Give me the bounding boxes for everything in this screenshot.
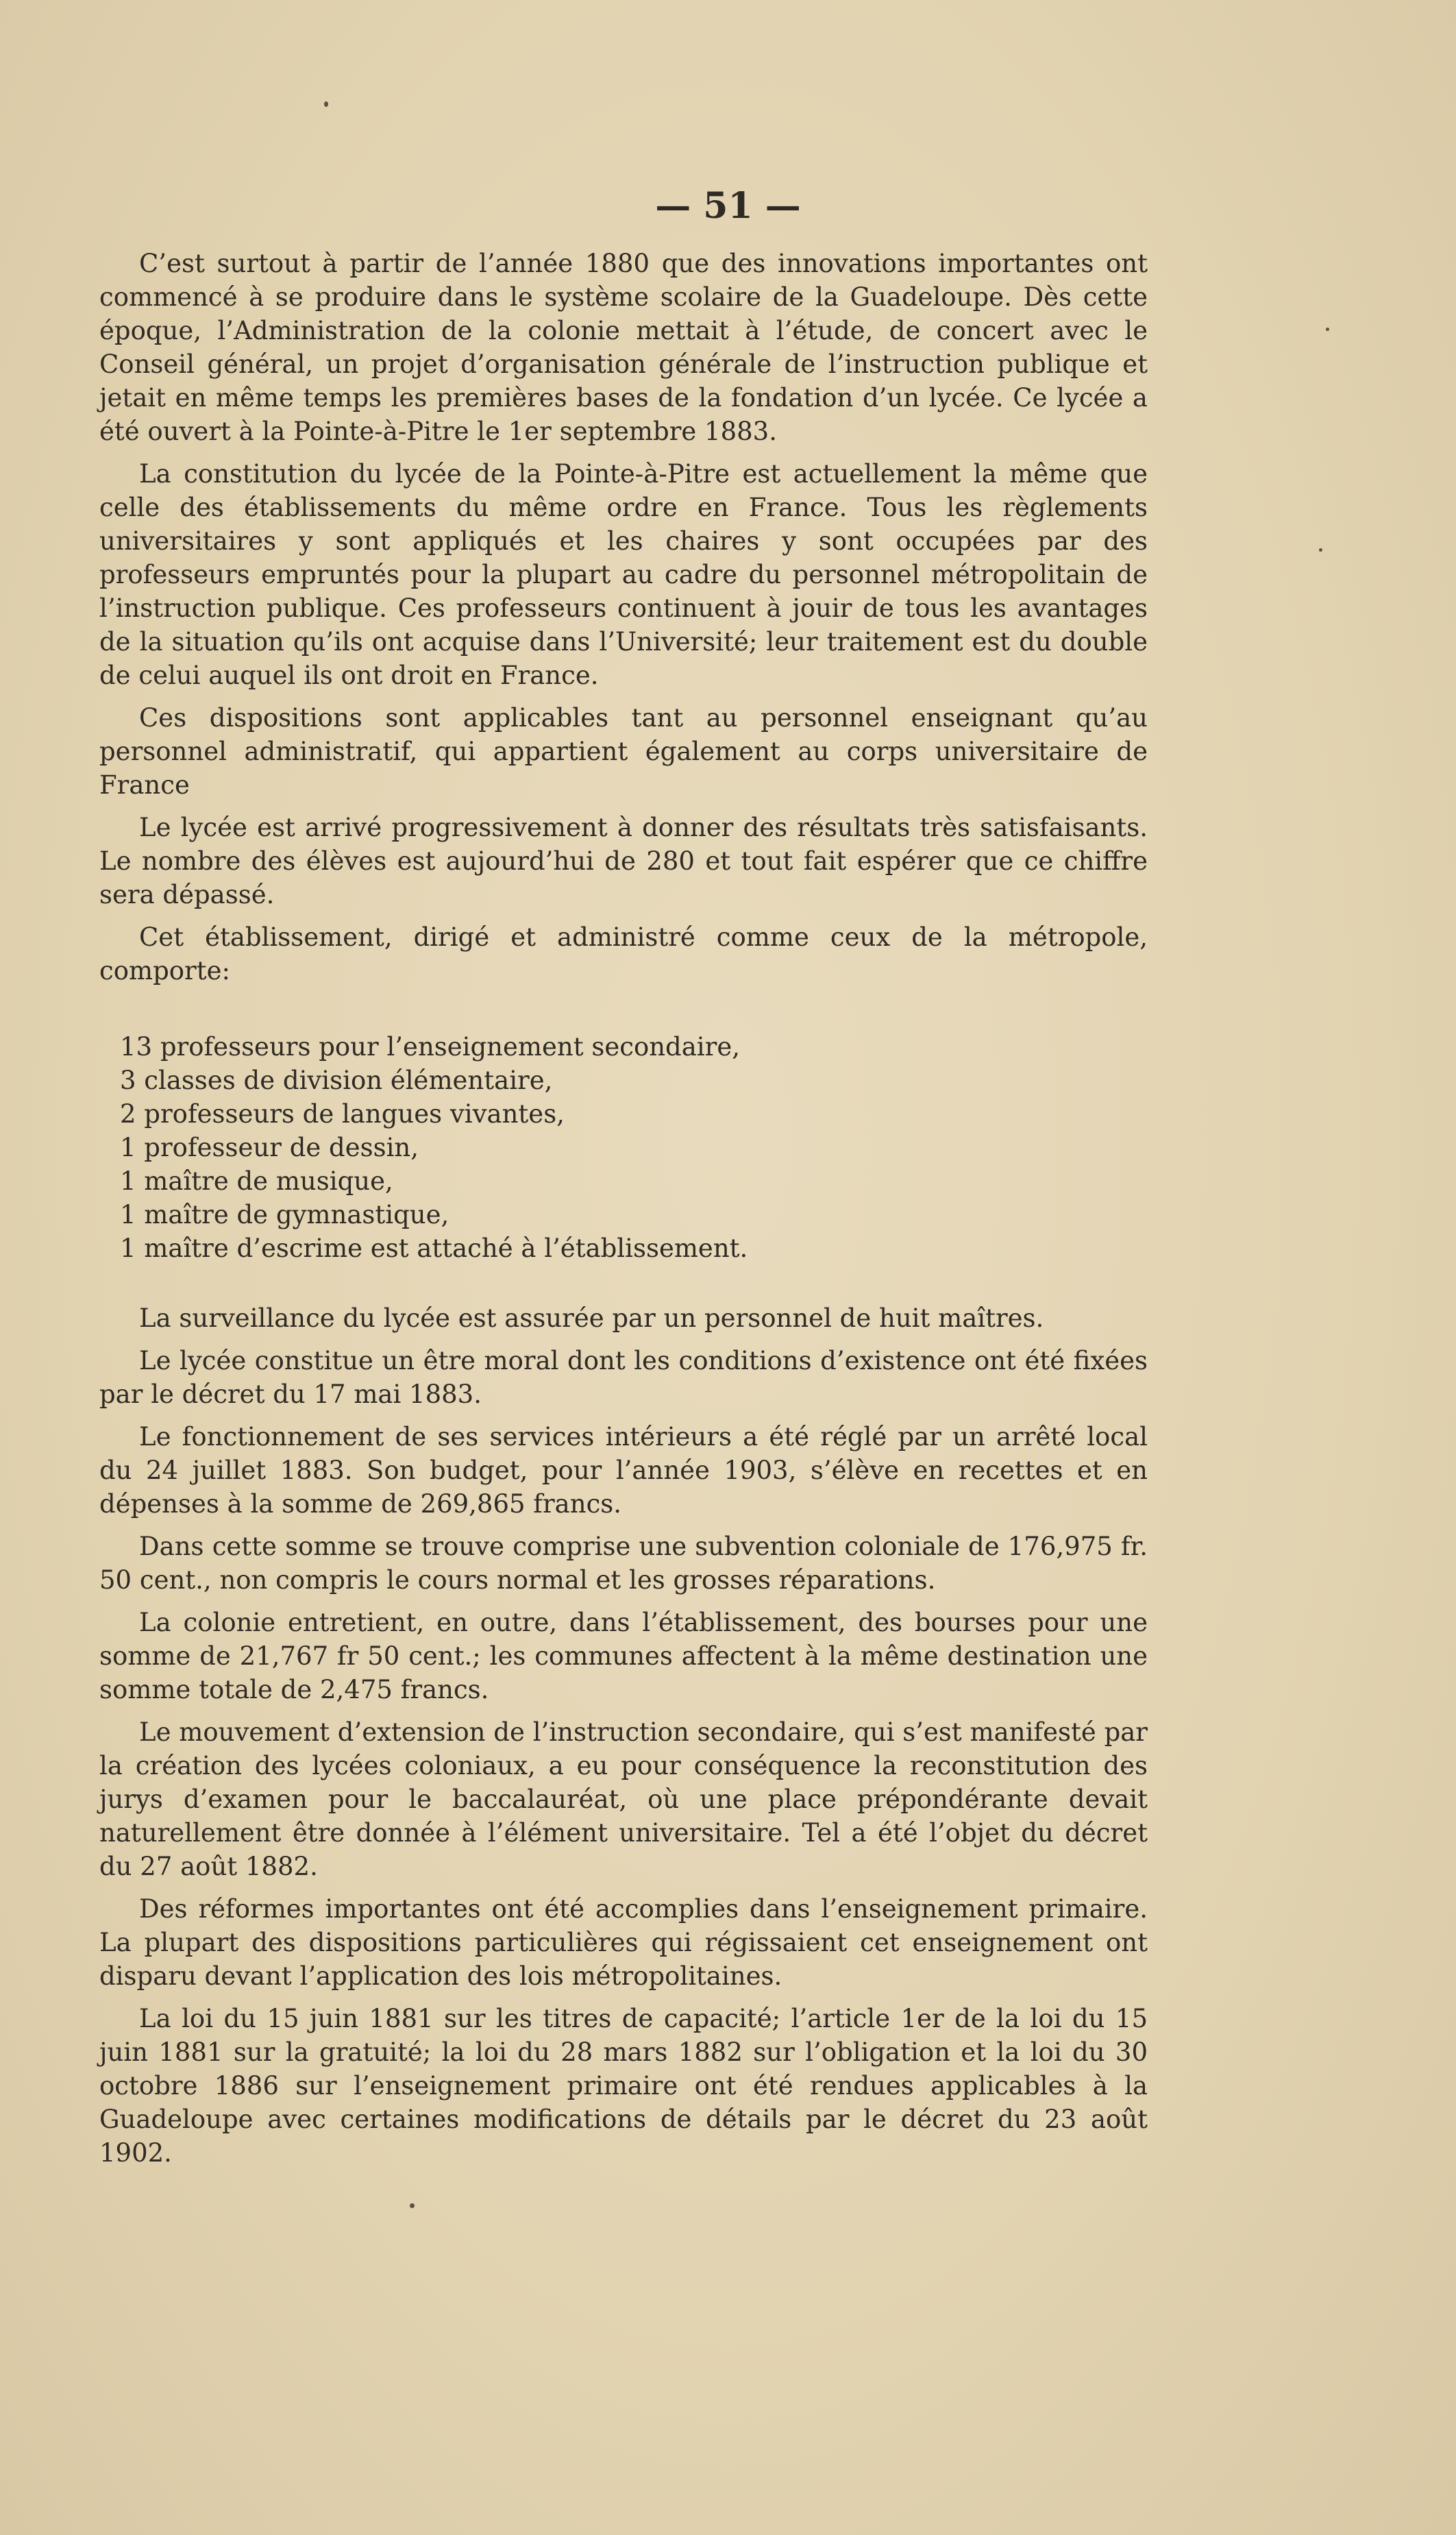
paragraph: La surveillance du lycée est assurée par un personnel de huit maîtres.	[139, 1303, 1044, 1333]
paragraph: La constitution du lycée de la Pointe-à-Pitre est actuellement la même que celle des établissements du même ordre en France. Tous les règlements universitaires y sont appliqués et les chaires y sont occupées par des professeurs empruntés pour la plupart au cadre du personnel métropolitain de l’instruction publique. Ces professeurs continuent à jouir de tous les avantages de la situation qu’ils ont acquise dans l’Université; leur traitement est du double de celui auquel ils ont droit en France.	[99, 459, 1148, 690]
paragraph: Des réformes importantes ont été accomplies dans l’enseignement primaire. La plupart des dispositions particulières qui régissaient cet enseignement ont disparu devant l’application des lois métropolitaines.	[99, 1894, 1148, 1991]
staff-list	[99, 1030, 1148, 1265]
paper-speck	[1326, 328, 1329, 331]
paragraph: La colonie entretient, en outre, dans l’établissement, des bourses pour une somme de 21,767 fr 50 cent.; les communes affectent à la même destination une somme totale de 2,475 francs.	[99, 1608, 1148, 1704]
list-item: 1 maître de gymnastique,	[120, 1200, 449, 1229]
body-text	[99, 247, 1148, 2179]
list-item: 1 maître de musique,	[120, 1166, 393, 1196]
list-item: 2 professeurs de langues vivantes,	[120, 1099, 565, 1129]
paragraph: Le mouvement d’extension de l’instruction secondaire, qui s’est manifesté par la création des lycées coloniaux, a eu pour conséquence la reconstitution des jurys d’examen pour le baccalauréat, où une place prépondérante devait naturellement être donnée à l’élément universitaire. Tel a été l’objet du décret du 27 août 1882.	[99, 1717, 1148, 1881]
list-item: 3 classes de division élémentaire,	[120, 1066, 553, 1095]
paper-speck	[1319, 548, 1322, 552]
page-number: — 51 —	[655, 185, 801, 227]
paragraph: C’est surtout à partir de l’année 1880 que des innovations importantes ont commencé à se produire dans le système scolaire de la Guadeloupe. Dès cette époque, l’Administration de la colonie mettait à l’étude, de concert avec le Conseil général, un projet d’organisation générale de l’instruction publique et jetait en même temps les premières bases de la fondation d’un lycée. Ce lycée a été ouvert à la Pointe-à-Pitre le 1er septembre 1883.	[99, 249, 1148, 446]
paragraph: Dans cette somme se trouve comprise une subvention coloniale de 176,975 fr. 50 cent., non compris le cours normal et les grosses réparations.	[99, 1532, 1148, 1595]
paper-speck	[324, 101, 328, 107]
paragraph: La loi du 15 juin 1881 sur les titres de capacité; l’article 1er de la loi du 15 juin 1881 sur la gratuité; la loi du 28 mars 1882 sur l’obligation et la loi du 30 octobre 1886 sur l’enseignement primaire ont été rendues applicables à la Guadeloupe avec certaines modifications de détails par le décret du 23 août 1902.	[99, 2004, 1148, 2168]
paper-speck	[410, 2203, 415, 2208]
paragraph: Ces dispositions sont applicables tant au personnel enseignant qu’au personnel administratif, qui appartient également au corps universitaire de France	[99, 703, 1148, 800]
list-item: 13 professeurs pour l’enseignement secondaire,	[120, 1032, 740, 1062]
paragraph: Le lycée est arrivé progressivement à donner des résultats très satisfaisants. Le nombre des élèves est aujourd’hui de 280 et tout fait espérer que ce chiffre sera dépassé.	[99, 813, 1148, 909]
paragraph: Le lycée constitue un être moral dont les conditions d’existence ont été fixées par le décret du 17 mai 1883.	[99, 1346, 1148, 1409]
list-item: 1 professeur de dessin,	[120, 1133, 419, 1162]
list-item: 1 maître d’escrime est attaché à l’établissement.	[120, 1234, 748, 1263]
paragraph: Le fonctionnement de ses services intérieurs a été réglé par un arrêté local du 24 juillet 1883. Son budget, pour l’année 1903, s’élève en recettes et en dépenses à la somme de 269,865 francs.	[99, 1422, 1148, 1519]
paragraph: Cet établissement, dirigé et administré comme ceux de la métropole, comporte:	[99, 922, 1148, 985]
